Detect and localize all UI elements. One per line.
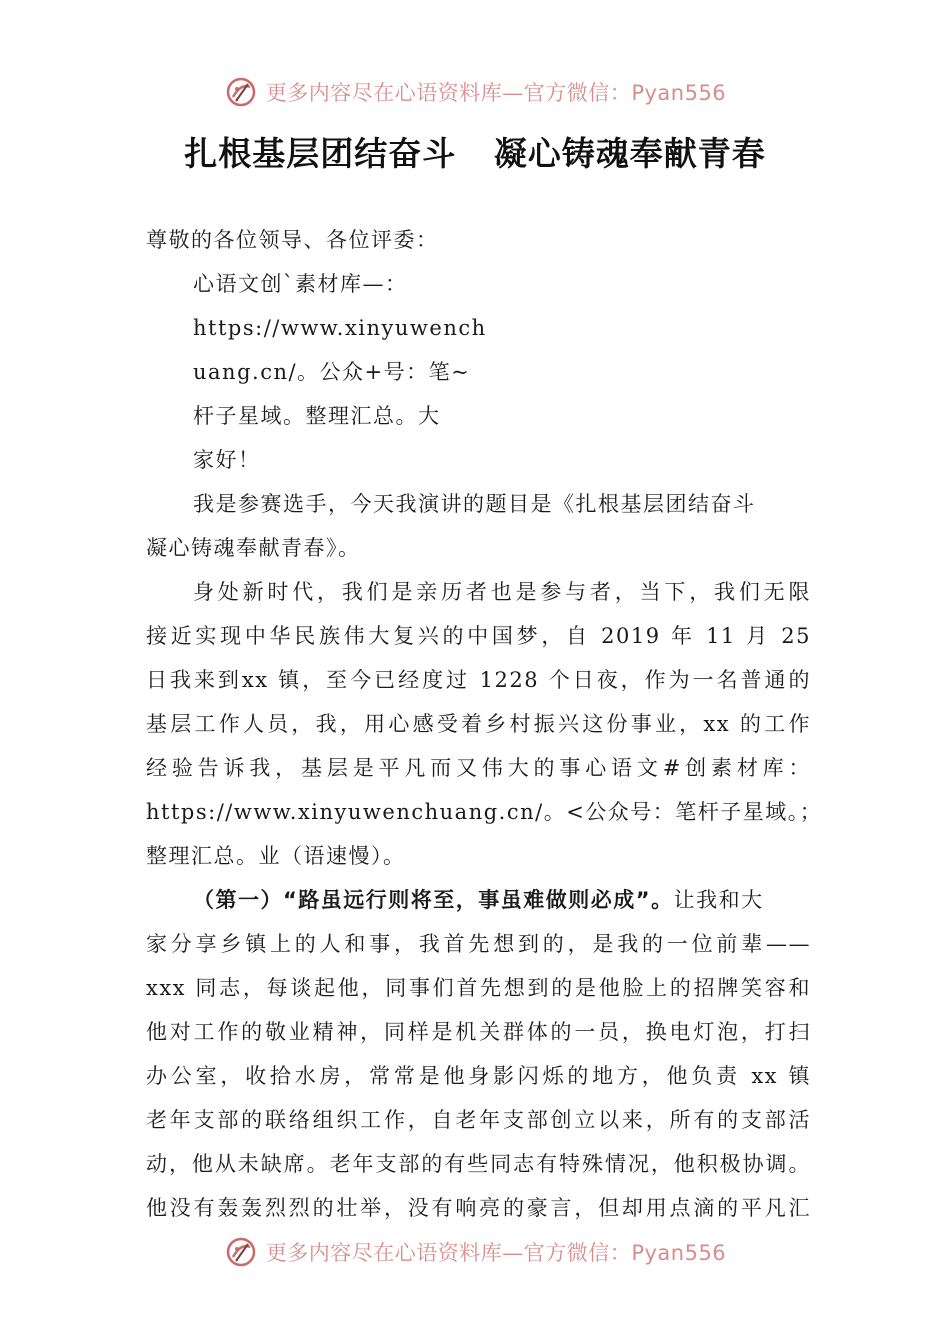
- watermark-text: 更多内容尽在心语资料库—官方微信：Pyan556: [265, 1241, 727, 1265]
- sidebar-line: uang.cn/。公众+号：笔~: [193, 360, 471, 384]
- paragraph-text: 让我和大: [673, 888, 764, 912]
- paragraph-line: 经验告诉我，基层是平凡而又伟大的事心语文#创素材库：: [146, 756, 811, 780]
- paragraph-line: 日我来到xx 镇，至今已经度过 1228 个日夜，作为一名普通的: [146, 668, 811, 692]
- greeting: 尊敬的各位领导、各位评委：: [146, 228, 439, 252]
- sidebar-line: https://www.xinyuwench: [193, 316, 487, 340]
- section-heading: （第一）“路虽远行则将至，事虽难做则必成”。: [193, 888, 674, 912]
- paragraph-line: 整理汇总。业（语速慢）。: [146, 844, 406, 868]
- watermark-text: 更多内容尽在心语资料库—官方微信：Pyan556: [265, 81, 727, 105]
- paragraph-line: 基层工作人员，我，用心感受着乡村振兴这份事业，xx 的工作: [146, 712, 811, 736]
- paragraph-line: 家分享乡镇上的人和事，我首先想到的，是我的一位前辈——: [146, 932, 811, 956]
- watermark-bottom: [0, 1232, 950, 1272]
- document-body: [146, 218, 823, 1230]
- watermark-top: [0, 72, 950, 112]
- sidebar-line: 杆子星域。整理汇总。大: [193, 404, 441, 428]
- paragraph-line: 身处新时代，我们是亲历者也是参与者，当下，我们无限: [193, 580, 811, 604]
- paragraph-line: 凝心铸魂奉献青春》。: [146, 536, 361, 560]
- document-title: 扎根基层团结奋斗 凝心铸魂奉献青春: [184, 134, 766, 173]
- paragraph-line: 老年支部的联络组织工作，自老年支部创立以来，所有的支部活: [146, 1108, 811, 1132]
- paragraph-line: 我是参赛选手，今天我演讲的题目是《扎根基层团结奋斗: [193, 492, 756, 516]
- paragraph-line: [146, 878, 811, 922]
- paragraph-line: https://www.xinyuwenchuang.cn/。<公众号：笔杆子星域。；: [146, 800, 823, 824]
- paragraph-line: 他对工作的敬业精神，同样是机关群体的一员，换电灯泡，打扫: [146, 1020, 811, 1044]
- paragraph-line: 他没有轰轰烈烈的壮举，没有响亮的豪言，但却用点滴的平凡汇: [146, 1196, 811, 1220]
- sidebar-line: 心语文创`素材库—：: [193, 272, 408, 296]
- sidebar-line: 家好！: [193, 448, 261, 472]
- brand-logo-icon: [224, 1235, 258, 1269]
- paragraph-line: 办公室，收拾水房，常常是他身影闪烁的地方，他负责 xx 镇: [146, 1064, 811, 1088]
- brand-logo-icon: [224, 75, 258, 109]
- paragraph-line: 接近实现中华民族伟大复兴的中国梦，自 2019 年 11 月 25: [146, 624, 811, 648]
- paragraph-line: xxx 同志，每谈起他，同事们首先想到的是他脸上的招牌笑容和: [146, 976, 811, 1000]
- paragraph-line: 动，他从未缺席。老年支部的有些同志有特殊情况，他积极协调。: [146, 1152, 811, 1176]
